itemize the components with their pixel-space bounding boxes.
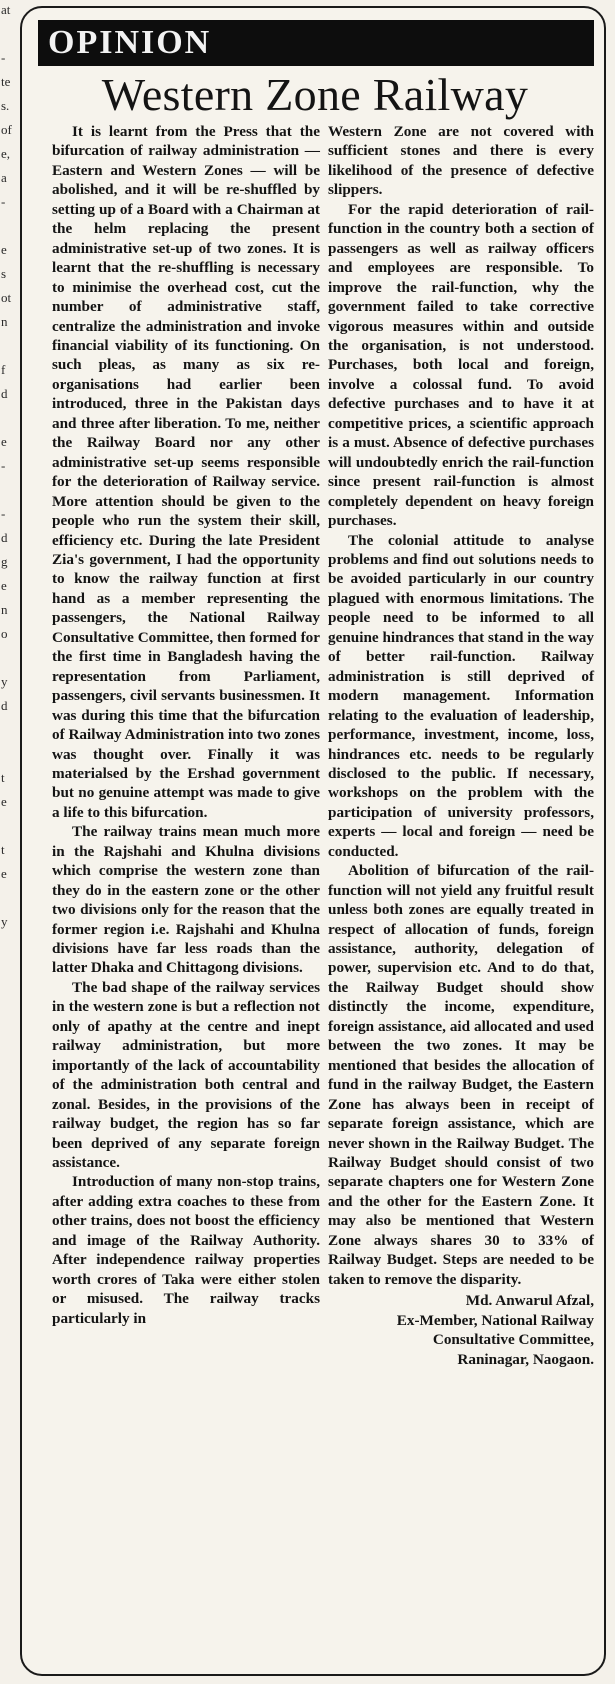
gutter-fragment [0, 1056, 16, 1080]
article-column-right [328, 122, 594, 1369]
gutter-fragment [0, 408, 16, 432]
gutter-fragment: y [1, 674, 8, 689]
gutter-fragment: ot [1, 290, 12, 305]
gutter-fragment: e [1, 434, 7, 449]
gutter-fragment [0, 1104, 16, 1128]
gutter-fragment [0, 1032, 16, 1056]
signature-block [328, 1291, 594, 1369]
gutter-fragment [0, 744, 16, 768]
gutter-fragment [0, 648, 16, 672]
adjacent-column-fragment [0, 0, 16, 1684]
paragraph: For the rapid deterioration of rail-function in the country both a section of passengers as well as railway officers and employees are responsible. To improve the rail-function, why the government failed to take corrective vigorous measures within and outside the organisation, is not understood. Purchases, both local and foreign, involve a colossal fund. To avoid defective purchases and to have it at competitive prices, a scientific approach is a must. Absence of defective purchases will undoubtedly enrich the rail-function since present rail-function is almost completely dependent on heavy foreign purchases. [328, 200, 594, 530]
gutter-fragment: s [1, 266, 7, 281]
gutter-fragment: d [1, 386, 8, 401]
paragraph: The railway trains mean much more in the Rajshahi and Khulna divisions which comprise the western zone than they do in the eastern zone or the other two divisions only for the reason that the former region i.e. Rajshahi and Khulna divisions have far less roads than the latter Dhaka and Chittagong divisions. [52, 823, 320, 977]
gutter-fragment: - [1, 506, 6, 521]
gutter-fragment: - [1, 194, 6, 209]
gutter-fragment: - [1, 50, 6, 65]
article-title: Western Zone Railway [101, 69, 529, 120]
gutter-fragment: f [1, 362, 6, 377]
paragraph-continued: Western Zone are not covered with sufficient stones and there is every likelihood of the presence of defective slippers. [328, 123, 594, 199]
gutter-fragment: e [1, 242, 7, 257]
author-name: Md. Anwarul Afzal, [465, 1292, 594, 1310]
gutter-fragment [0, 936, 16, 960]
gutter-fragment [0, 24, 16, 48]
author-role: Ex-Member, National Railway [396, 1311, 594, 1329]
gutter-fragment [0, 1128, 16, 1152]
gutter-fragment [0, 336, 16, 360]
gutter-fragment: t [1, 842, 5, 857]
gutter-fragment: t [1, 770, 5, 785]
gutter-fragment: d [1, 698, 8, 713]
gutter-fragment: e, [1, 146, 11, 161]
gutter-fragment [0, 720, 16, 744]
paragraph: Abolition of bifurcation of the rail-function will not yield any fruitful result unless both zones are equally treated in respect of allocation of funds, foreign assistance, authority, delegation of power, supervision etc. And to do that, the Railway Budget should show distinctly the income, expenditure, foreign assistance, aid allocated and used between the two zones. It may be mentioned that besides the allocation of fund in the railway Budget, the Eastern Zone has always been in receipt of separate foreign assistance, which are never shown in the Railway Budget. The Railway Budget should consist of two separate chapters one for Western Zone and the other for the Eastern Zone. It may also be mentioned that Western Zone always shares 30 to 33% of Railway Budget. Steps are needed to be taken to remove the disparity. [328, 862, 594, 1288]
gutter-fragment: e [1, 794, 7, 809]
gutter-fragment [0, 216, 16, 240]
gutter-fragment: o [1, 626, 8, 641]
gutter-fragment: at [1, 2, 11, 17]
gutter-fragment [0, 816, 16, 840]
gutter-fragment: of [1, 122, 12, 137]
gutter-fragment: te [1, 74, 11, 89]
author-org: Consultative Committee, [432, 1331, 594, 1349]
paragraph: The bad shape of the railway services in the western zone is but a reflection not only of apathy at the centre and inept railway administration, but more importantly of the lack of accountability of the administration both central and zonal. Besides, in the provisions of the railway budget, the region has so far been deprived of any separate foreign assistance. [52, 978, 320, 1172]
gutter-fragment [0, 960, 16, 984]
gutter-fragment [0, 984, 16, 1008]
gutter-fragment: g [1, 554, 8, 569]
gutter-fragment: s. [1, 98, 10, 113]
paragraph: Introduction of many non-stop trains, after adding extra coaches to these from other trains, does not boost the efficiency and image of the Railway Authority. After independence railway properties worth crores of Taka were either stolen or misused. The railway tracks particularly in [52, 1173, 320, 1327]
gutter-fragment [0, 888, 16, 912]
section-label: OPINION [48, 24, 212, 61]
gutter-fragment [0, 1008, 16, 1032]
gutter-fragment: e [1, 866, 7, 881]
gutter-fragment: e [1, 578, 7, 593]
paragraph: The colonial attitude to analyse problems and find out solutions needs to be avoided particularly in our country plagued with enormous limitations. The people need to be informed to all genuine hindrances that stand in the way of better rail-function. Railway administration is still deprived of modern management. Information relating to the evaluation of leadership, performance, investment, income, loss, hindrances etc. needs to be regularly disclosed to the public. If necessary, workshops on the problem with the participation of university professors, experts — local and foreign — need be conducted. [328, 531, 594, 860]
gutter-fragment [0, 480, 16, 504]
author-place: Raninagar, Naogaon. [457, 1350, 594, 1368]
article-column-left [52, 122, 320, 1328]
gutter-fragment: n [1, 314, 8, 329]
gutter-fragment: y [1, 914, 8, 929]
gutter-fragment: n [1, 602, 8, 617]
paragraph: It is learnt from the Press that the bifurcation of railway administration — Eastern and Western Zones — will be abolished, and it will be re-shuffled by setting up of a Board with a Chairman at the helm replacing the present administrative set-up of two zones. It is learnt that the re-shuffling is necessary to minimise the overhead cost, cut the number of administrative staff, centralize the administration and invoke financial viability of its functioning. On such pleas, as many as six re-organisations had earlier been introduced, three in the Pakistan days and three after liberation. To me, neither the Railway Board nor any other administrative set-up seems responsible for the deterioration of Railway service. More attention should be given to the people who run the system their skill, efficiency etc. During the late President Zia's government, I had the opportunity to know the railway function at first hand as a member representing the passengers, the National Railway Consultative Committee, then formed for the first time in Bangladesh having the representation from Parliament, passengers, civil servants businessmen. It was during this time that the bifurcation of Railway Administration into two zones was thought over. Finally it was materialsed by the Ershad government but no genuine attempt was made to give a life to this bifurcation. [52, 123, 320, 821]
gutter-fragment: a [1, 170, 7, 185]
gutter-fragment: - [1, 458, 6, 473]
gutter-fragment: d [1, 530, 8, 545]
section-banner [38, 20, 594, 66]
gutter-fragment [0, 1080, 16, 1104]
